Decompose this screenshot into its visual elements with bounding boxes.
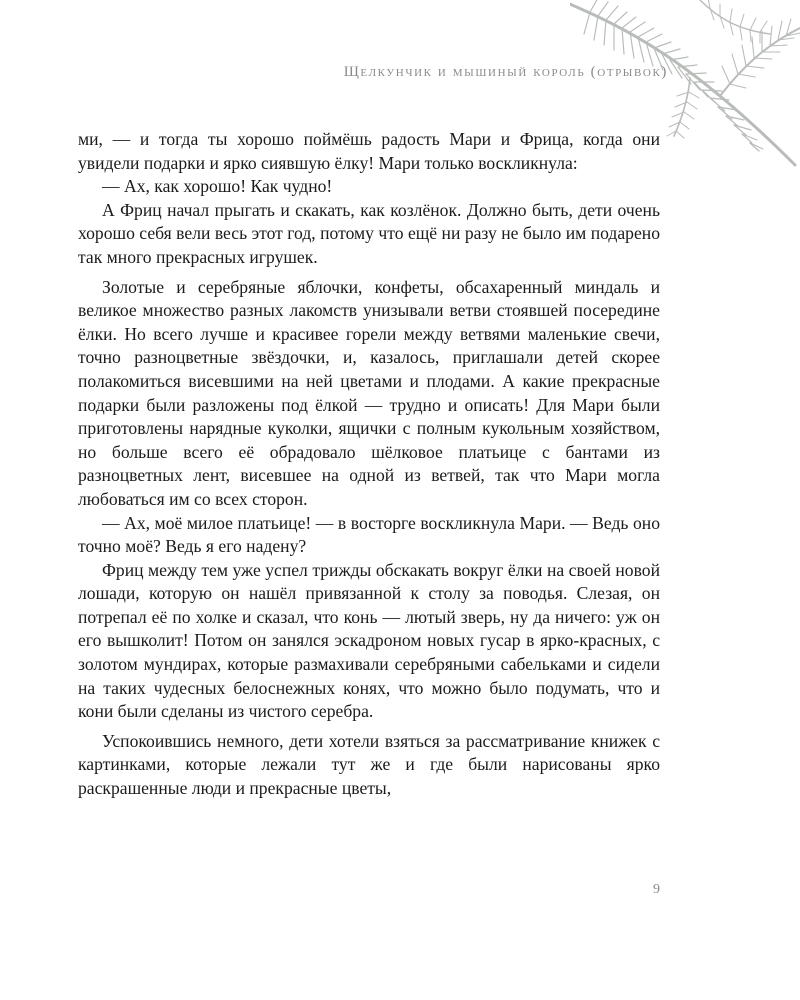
body-text xyxy=(78,128,660,801)
paragraph: — Ах, как хорошо! Как чудно! xyxy=(102,176,333,197)
paragraph: Фриц между тем уже успел трижды обскакать вокруг ёлки на своей новой лошади, которую он нашёл привязанной к столу за поводья. Слезая, он потрепал её по холке и сказал, что конь — лютый зверь, ну да ничего: уж он его вышколит! Потом он занялся эскадроном новых гусар в ярко-красных, с золотом мундирах, которые размахивали серебряными сабельками и сидели на таких чудесных белоснежных конях, что можно было подумать, что и кони были сделаны из чистого серебра. xyxy=(78,559,660,722)
running-header: Щелкунчик и мышиный король (отрывок) xyxy=(343,64,668,80)
page-number: 9 xyxy=(653,882,660,897)
paragraph: — Ах, моё милое платьице! — в восторге воскликнула Мари. — Ведь оно точно моё? Ведь я его надену? xyxy=(78,512,660,557)
paragraph: ми, — и тогда ты хорошо поймёшь радость Мари и Фрица, когда они увидели подарки и ярко сиявшую ёлку! Мари только воскликнула: xyxy=(78,129,660,173)
paragraph: Успокоившись немного, дети хотели взяться за рассматривание книжек с картинками, которые лежали тут же и где были нарисованы ярко раскрашенные люди и прекрасные цветы, xyxy=(78,730,660,799)
paragraph: Золотые и серебряные яблочки, конфеты, обсахаренный миндаль и великое множество разных лакомств унизывали ветви стоявшей посередине ёлки. Но всего лучше и красивее горели между ветвями маленькие свечи, точно разноцветные звёздочки, и, казалось, приглашали детей скорее полакомиться висевшими на ней цветами и плодами. А какие прекрасные подарки были разложены под ёлкой — трудно и описать! Для Мари были приготовлены нарядные куколки, ящички с полным кукольным хозяйством, но больше всего её обрадовало шёлковое платьице с бантами из разноцветных лент, висевшее на одной из ветвей, так что Мари могла любоваться им со всех сторон. xyxy=(78,276,660,509)
paragraph: А Фриц начал прыгать и скакать, как козлёнок. Должно быть, дети очень хорошо себя вели весь этот год, потому что ещё ни разу не было им подарено так много прекрасных игрушек. xyxy=(78,199,660,267)
